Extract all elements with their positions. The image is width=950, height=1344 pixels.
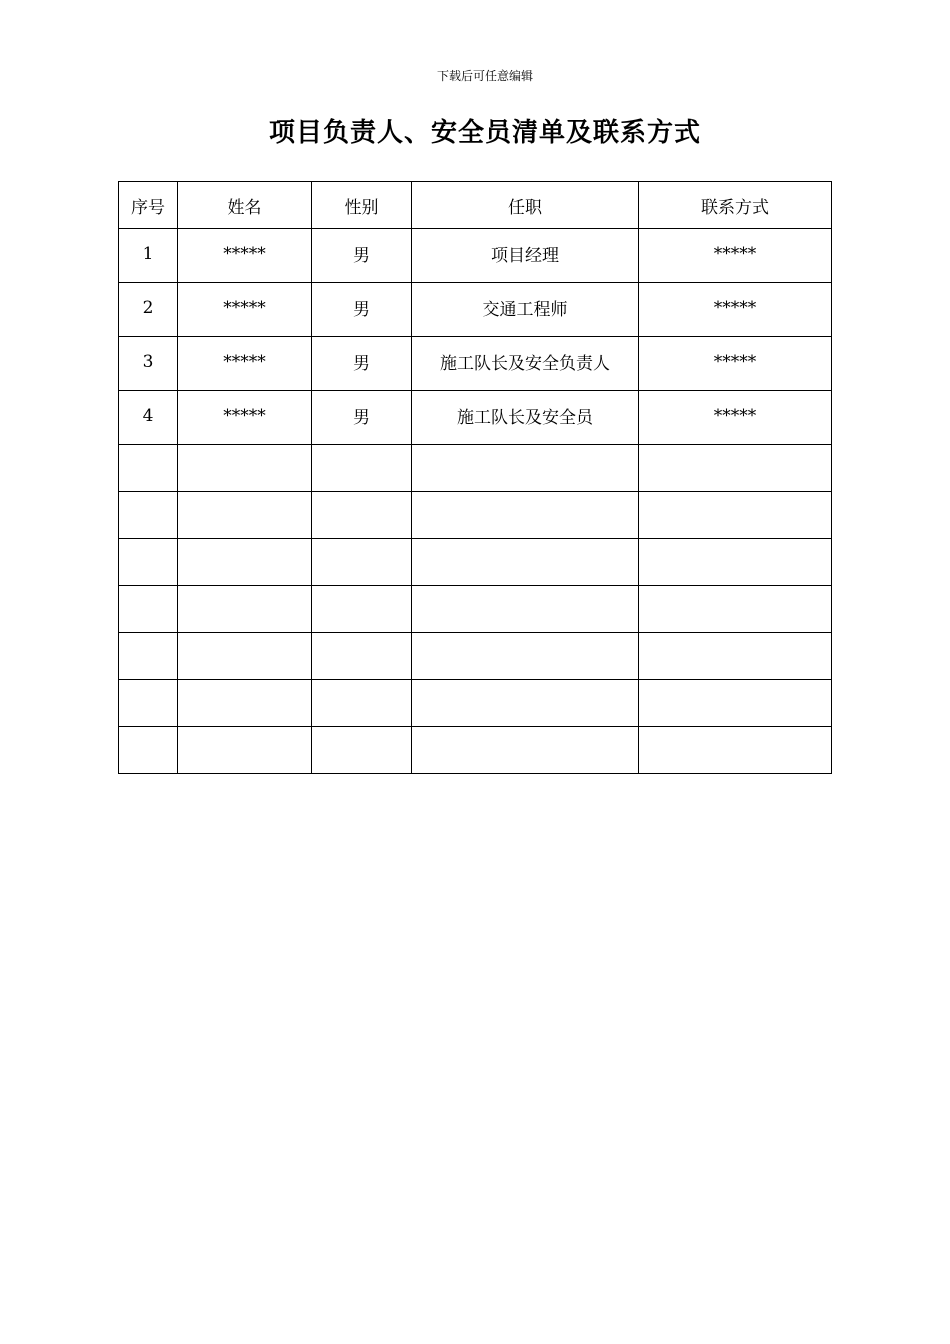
document-title: 项目负责人、安全员清单及联系方式 bbox=[268, 118, 701, 148]
column-header-index: 序号 bbox=[119, 182, 178, 229]
cell-gender: 男 bbox=[312, 283, 412, 337]
empty-cell bbox=[119, 492, 178, 539]
personnel-contact-table bbox=[118, 181, 832, 774]
empty-cell bbox=[412, 633, 639, 680]
column-header-position: 任职 bbox=[412, 182, 639, 229]
empty-cell bbox=[412, 539, 639, 586]
empty-cell bbox=[119, 586, 178, 633]
empty-cell bbox=[639, 633, 832, 680]
table-row bbox=[119, 283, 832, 337]
table-row bbox=[119, 391, 832, 445]
cell-index: 4 bbox=[119, 391, 178, 445]
empty-cell bbox=[312, 680, 412, 727]
empty-cell bbox=[412, 586, 639, 633]
empty-cell bbox=[639, 680, 832, 727]
empty-cell bbox=[178, 586, 312, 633]
cell-position: 交通工程师 bbox=[412, 283, 639, 337]
cell-position: 项目经理 bbox=[412, 229, 639, 283]
cell-name: ***** bbox=[178, 391, 312, 445]
cell-name: ***** bbox=[178, 337, 312, 391]
column-header-name: 姓名 bbox=[178, 182, 312, 229]
header-note: 下载后可任意编辑 bbox=[436, 69, 533, 83]
empty-table-row bbox=[119, 633, 832, 680]
empty-cell bbox=[119, 633, 178, 680]
cell-name: ***** bbox=[178, 229, 312, 283]
empty-cell bbox=[312, 586, 412, 633]
empty-table-row bbox=[119, 445, 832, 492]
empty-cell bbox=[412, 445, 639, 492]
empty-cell bbox=[639, 727, 832, 774]
cell-gender: 男 bbox=[312, 391, 412, 445]
cell-position: 施工队长及安全员 bbox=[412, 391, 639, 445]
table-row bbox=[119, 229, 832, 283]
empty-cell bbox=[312, 727, 412, 774]
empty-cell bbox=[119, 680, 178, 727]
column-header-contact: 联系方式 bbox=[639, 182, 832, 229]
table-header-row bbox=[119, 182, 832, 229]
empty-cell bbox=[178, 539, 312, 586]
empty-table-row bbox=[119, 586, 832, 633]
empty-cell bbox=[312, 445, 412, 492]
cell-contact: ***** bbox=[639, 283, 832, 337]
empty-cell bbox=[639, 586, 832, 633]
cell-index: 3 bbox=[119, 337, 178, 391]
empty-cell bbox=[312, 539, 412, 586]
empty-cell bbox=[178, 492, 312, 539]
cell-contact: ***** bbox=[639, 229, 832, 283]
table-row bbox=[119, 337, 832, 391]
cell-contact: ***** bbox=[639, 337, 832, 391]
empty-cell bbox=[178, 445, 312, 492]
cell-gender: 男 bbox=[312, 337, 412, 391]
empty-cell bbox=[639, 492, 832, 539]
empty-cell bbox=[412, 492, 639, 539]
empty-cell bbox=[312, 633, 412, 680]
empty-table-row bbox=[119, 680, 832, 727]
empty-cell bbox=[178, 680, 312, 727]
cell-gender: 男 bbox=[312, 229, 412, 283]
empty-cell bbox=[312, 492, 412, 539]
cell-index: 1 bbox=[119, 229, 178, 283]
cell-position: 施工队长及安全负责人 bbox=[412, 337, 639, 391]
cell-index: 2 bbox=[119, 283, 178, 337]
empty-cell bbox=[639, 539, 832, 586]
empty-cell bbox=[412, 727, 639, 774]
empty-cell bbox=[119, 445, 178, 492]
cell-name: ***** bbox=[178, 283, 312, 337]
empty-cell bbox=[119, 539, 178, 586]
empty-cell bbox=[119, 727, 178, 774]
empty-cell bbox=[639, 445, 832, 492]
empty-table-row bbox=[119, 492, 832, 539]
empty-cell bbox=[178, 727, 312, 774]
empty-table-row bbox=[119, 727, 832, 774]
empty-cell bbox=[178, 633, 312, 680]
empty-table-row bbox=[119, 539, 832, 586]
column-header-gender: 性别 bbox=[312, 182, 412, 229]
cell-contact: ***** bbox=[639, 391, 832, 445]
empty-cell bbox=[412, 680, 639, 727]
